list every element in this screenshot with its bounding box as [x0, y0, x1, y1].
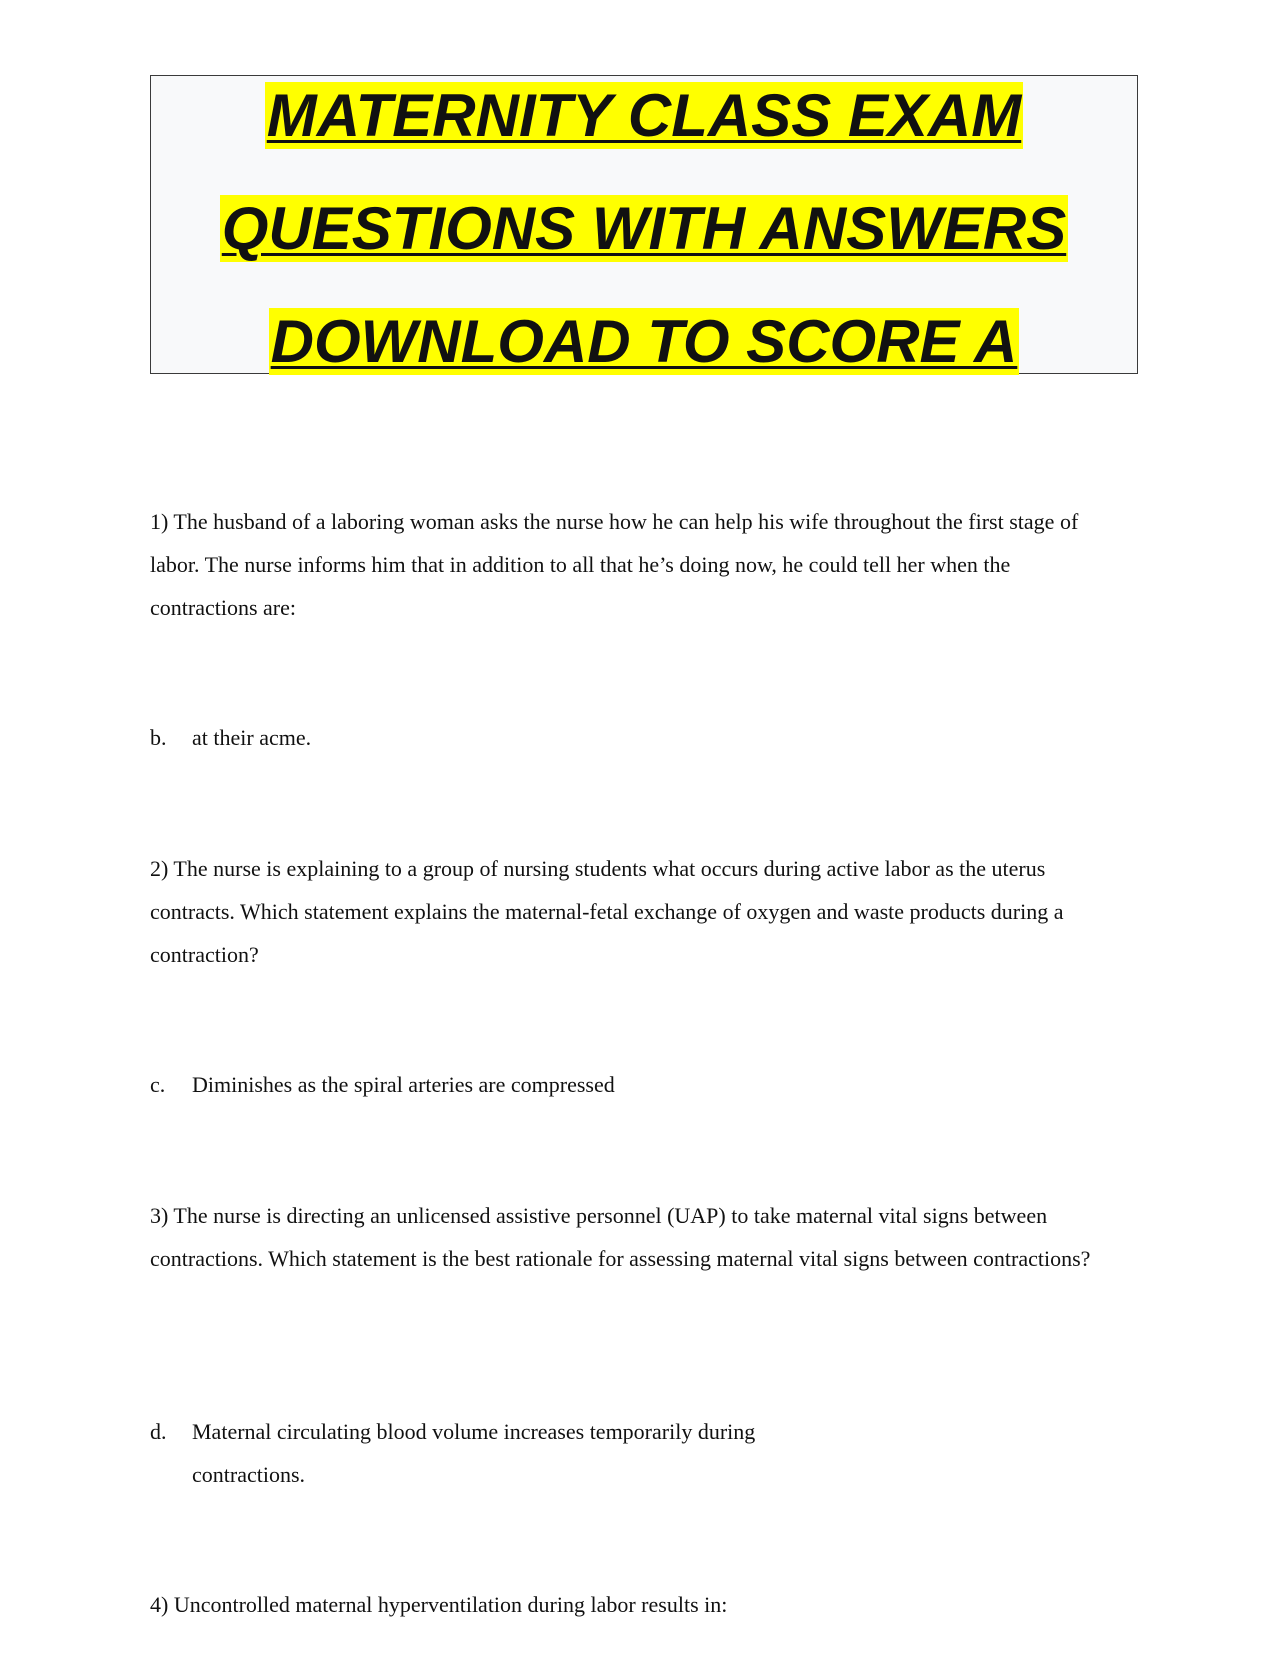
answer-1-letter: b. — [150, 725, 167, 750]
question-4: 4) Uncontrolled maternal hyperventilation during labor results in: — [150, 1592, 728, 1617]
title-line-1 — [151, 80, 1137, 152]
answer-2-letter: c. — [150, 1072, 166, 1097]
answer-3-letter: d. — [150, 1419, 167, 1444]
question-1: 1) The husband of a laboring woman asks the nurse how he can help his wife throughout the first stage of labor. The nurse informs him that in addition to all that he’s doing now, he could tell her when the contractions are: — [150, 509, 1079, 620]
question-2: 2) The nurse is explaining to a group of nursing students what occurs during active labor as the uterus contracts. Which statement explains the maternal-fetal exchange of oxygen and waste products during a contraction? — [150, 856, 1064, 967]
question-3: 3) The nurse is directing an unlicensed assistive personnel (UAP) to take maternal vital signs between contractions. Which statement is the best rationale for assessing maternal vital signs between contractions? — [150, 1203, 1091, 1271]
answer-2-text: Diminishes as the spiral arteries are compressed — [192, 1072, 615, 1097]
answer-3-text: Maternal circulating blood volume increases temporarily during contractions. — [192, 1419, 756, 1487]
title-line-2-text: QUESTIONS WITH ANSWERS — [221, 195, 1067, 262]
answer-1-text: at their acme. — [192, 725, 312, 750]
title-line-1-text: MATERNITY CLASS EXAM — [266, 82, 1022, 149]
title-line-3 — [151, 306, 1137, 378]
title-line-3-text: DOWNLOAD TO SCORE A — [270, 308, 1018, 375]
title-line-2 — [151, 193, 1137, 265]
title-box — [150, 75, 1138, 374]
